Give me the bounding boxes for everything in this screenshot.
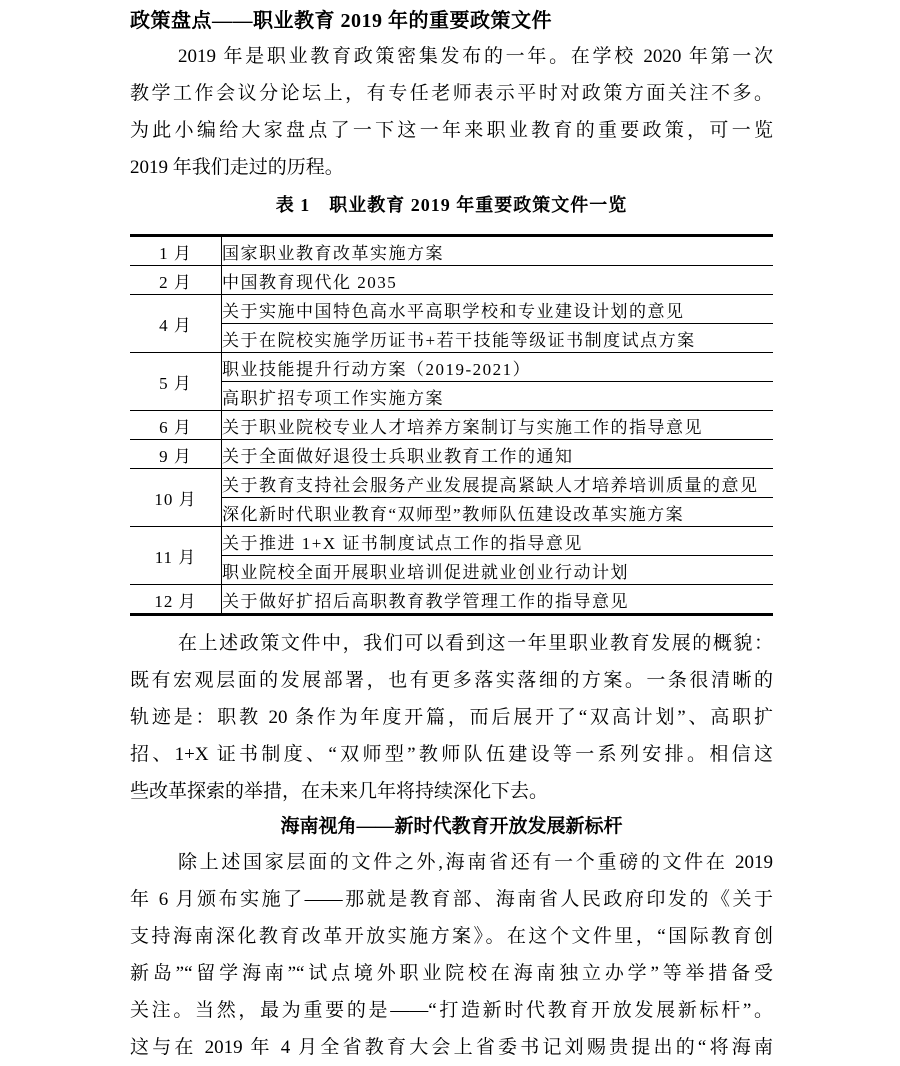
policy-cell: 关于实施中国特色高水平高职学校和专业建设计划的意见 xyxy=(222,295,774,324)
policy-cell: 深化新时代职业教育“双师型”教师队伍建设改革实施方案 xyxy=(222,498,774,527)
policy-cell: 职业院校全面开展职业培训促进就业创业行动计划 xyxy=(222,556,774,585)
table-row xyxy=(130,585,773,615)
text-line: 招、1+X 证书制度、“双师型”教师队伍建设等一系列安排。相信这 xyxy=(130,744,773,765)
table-row xyxy=(130,266,773,295)
policy-cell: 关于做好扩招后高职教育教学管理工作的指导意见 xyxy=(222,585,774,615)
policy-cell: 职业技能提升行动方案（2019-2021） xyxy=(222,353,774,382)
text-line: 些改革探索的举措，在未来几年将持续深化下去。 xyxy=(130,781,549,802)
month-cell: 10 月 xyxy=(130,469,222,527)
table-row xyxy=(130,382,773,411)
month-cell: 1 月 xyxy=(130,236,222,266)
month-cell: 9 月 xyxy=(130,440,222,469)
month-cell: 5 月 xyxy=(130,353,222,411)
table-row xyxy=(130,440,773,469)
table-row xyxy=(130,556,773,585)
table-row xyxy=(130,324,773,353)
table-row xyxy=(130,469,773,498)
table-row xyxy=(130,411,773,440)
text-line: 教学工作会议分论坛上，有专任老师表示平时对政策方面关注不多。 xyxy=(130,83,773,104)
text-line: 在上述政策文件中，我们可以看到这一年里职业教育发展的概貌： xyxy=(178,633,773,654)
policy-cell: 关于全面做好退役士兵职业教育工作的通知 xyxy=(222,440,774,469)
text-line: 既有宏观层面的发展部署，也有更多落实落细的方案。一条很清晰的 xyxy=(130,670,773,691)
table-row xyxy=(130,295,773,324)
month-cell: 2 月 xyxy=(130,266,222,295)
table-row xyxy=(130,236,773,266)
policy-cell: 关于教育支持社会服务产业发展提高紧缺人才培养培训质量的意见 xyxy=(222,469,774,498)
text-line: 这与在 2019 年 4 月全省教育大会上省委书记刘赐贵提出的“将海南 xyxy=(130,1037,773,1058)
month-cell: 12 月 xyxy=(130,585,222,615)
table-row xyxy=(130,353,773,382)
text-line: 2019 年是职业教育政策密集发布的一年。在学校 2020 年第一次 xyxy=(178,46,773,67)
policy-cell: 中国教育现代化 2035 xyxy=(222,266,774,295)
policy-cell: 关于在院校实施学历证书+若干技能等级证书制度试点方案 xyxy=(222,324,774,353)
text-line: 为此小编给大家盘点了一下这一年来职业教育的重要政策，可一览 xyxy=(130,120,773,141)
policy-cell: 国家职业教育改革实施方案 xyxy=(222,243,444,263)
table-row xyxy=(130,498,773,527)
policy-table-body xyxy=(130,236,773,615)
month-cell: 4 月 xyxy=(130,295,222,353)
text-line: 新岛”“留学海南”“试点境外职业院校在海南独立办学”等举措备受 xyxy=(130,963,773,984)
text-line: 支持海南深化教育改革开放实施方案》。在这个文件里，“国际教育创 xyxy=(130,926,773,947)
text-line: 轨迹是：职教 20 条作为年度开篇，而后展开了“双高计划”、高职扩 xyxy=(130,707,773,728)
month-cell: 11 月 xyxy=(130,527,222,585)
month-cell: 6 月 xyxy=(130,411,222,440)
text-line: 年 6 月颁布实施了——那就是教育部、海南省人民政府印发的《关于 xyxy=(130,889,773,910)
text-line: 除上述国家层面的文件之外,海南省还有一个重磅的文件在 2019 xyxy=(178,852,773,873)
paragraph-summary xyxy=(130,625,773,810)
paragraph-hainan xyxy=(130,844,773,1066)
table-row xyxy=(130,527,773,556)
text-line: 关注。当然，最为重要的是——“打造新时代教育开放发展新标杆”。 xyxy=(130,1000,773,1021)
text-line: 2019 年我们走过的历程。 xyxy=(130,157,344,178)
policy-cell: 关于推进 1+X 证书制度试点工作的指导意见 xyxy=(222,527,774,556)
policy-table xyxy=(130,234,773,616)
paragraph-intro xyxy=(130,38,773,186)
section-heading-hainan: 海南视角——新时代教育开放发展新标杆 xyxy=(280,816,623,837)
doc-title: 政策盘点——职业教育 2019 年的重要政策文件 xyxy=(130,10,552,32)
table-caption: 表 1 职业教育 2019 年重要政策文件一览 xyxy=(275,195,628,215)
policy-cell: 高职扩招专项工作实施方案 xyxy=(222,382,774,411)
policy-cell: 关于职业院校专业人才培养方案制订与实施工作的指导意见 xyxy=(222,411,774,440)
